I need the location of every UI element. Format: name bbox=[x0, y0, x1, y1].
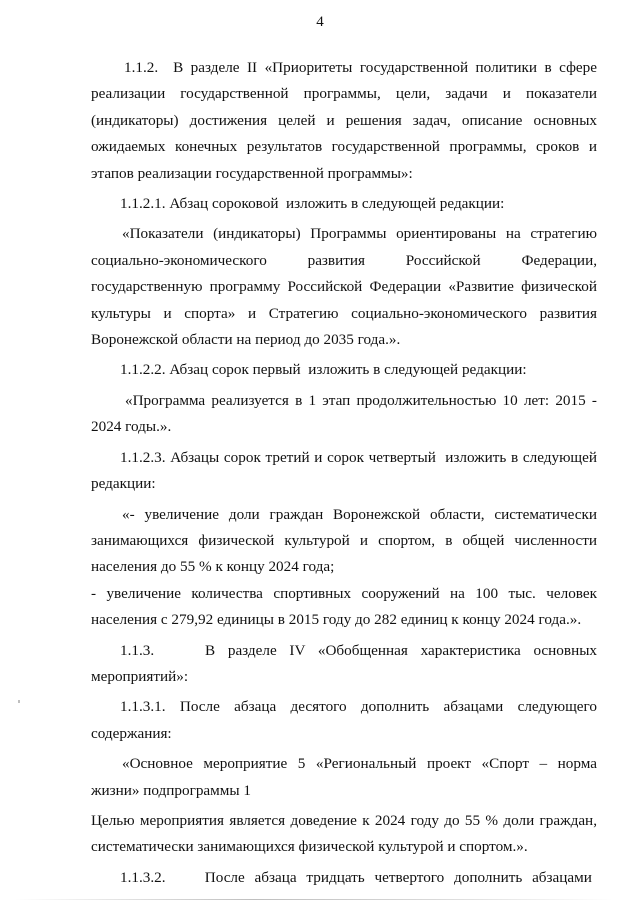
scan-artifact-left bbox=[18, 700, 20, 703]
paragraph-sport-facilities: - увеличение количества спортивных сооружений на 100 тыс. человек населения с 279,92 единицы в 2015 году до 282 единиц к концу 2024 года.». bbox=[91, 584, 597, 629]
paragraph-1-1-2-3: 1.1.2.3. Абзацы сорок третий и сорок четвертый изложить в следующей редакции: bbox=[91, 448, 597, 493]
scan-artifact-bottom bbox=[14, 899, 614, 900]
paragraph-1-1-3-1: 1.1.3.1. После абзаца десятого дополнить абзацами следующего содержания: bbox=[91, 698, 597, 742]
paragraph-share-citizens-quote: «- увеличение доли граждан Воронежской области, систематически занимающихся физической культурой и спортом, в общей численности населения до 55 % к концу 2024 года; bbox=[91, 505, 597, 576]
paragraph-1-1-2-1: 1.1.2.1. Абзац сороковой изложить в следующей редакции: bbox=[120, 195, 505, 213]
paragraph-1-1-2: 1.1.2. В разделе II «Приоритеты государственной политики в сфере реализации государственной программы, цели, задачи и показатели (индикаторы) достижения целей и решения задач, описание основных ожидаемых конечных результатов государственной программы, сроков и этапов реализации государственной программы»: bbox=[91, 59, 597, 182]
paragraph-1-1-2-2: 1.1.2.2. Абзац сорок первый изложить в следующей редакции: bbox=[120, 361, 527, 379]
paragraph-program-stage-quote: «Программа реализуется в 1 этап продолжительностью 10 лет: 2015 - 2024 годы.». bbox=[91, 391, 597, 436]
page-number: 4 bbox=[316, 14, 324, 30]
paragraph-event-goal: Целью мероприятия является доведение к 2024 году до 55 % доли граждан, систематически занимающихся физической культурой и спортом.». bbox=[91, 811, 597, 856]
paragraph-main-event-5-quote: «Основное мероприятие 5 «Региональный проект «Спорт – норма жизни» подпрограммы 1 bbox=[91, 755, 597, 799]
document-body bbox=[91, 55, 597, 891]
paragraph-indicators-quote: «Показатели (индикаторы) Программы ориентированы на стратегию социально-экономического развития Российской Федерации, государственную программу Российской Федерации «Развитие физической культуры и спорта» и Стратегию социально-экономического развития Воронежской области на период до 2035 года.». bbox=[91, 225, 597, 349]
paragraph-1-1-3-2: 1.1.3.2. После абзаца тридцать четвертого дополнить абзацами bbox=[120, 868, 592, 886]
paragraph-1-1-3: 1.1.3. В разделе IV «Обобщенная характеристика основных мероприятий»: bbox=[91, 641, 597, 685]
